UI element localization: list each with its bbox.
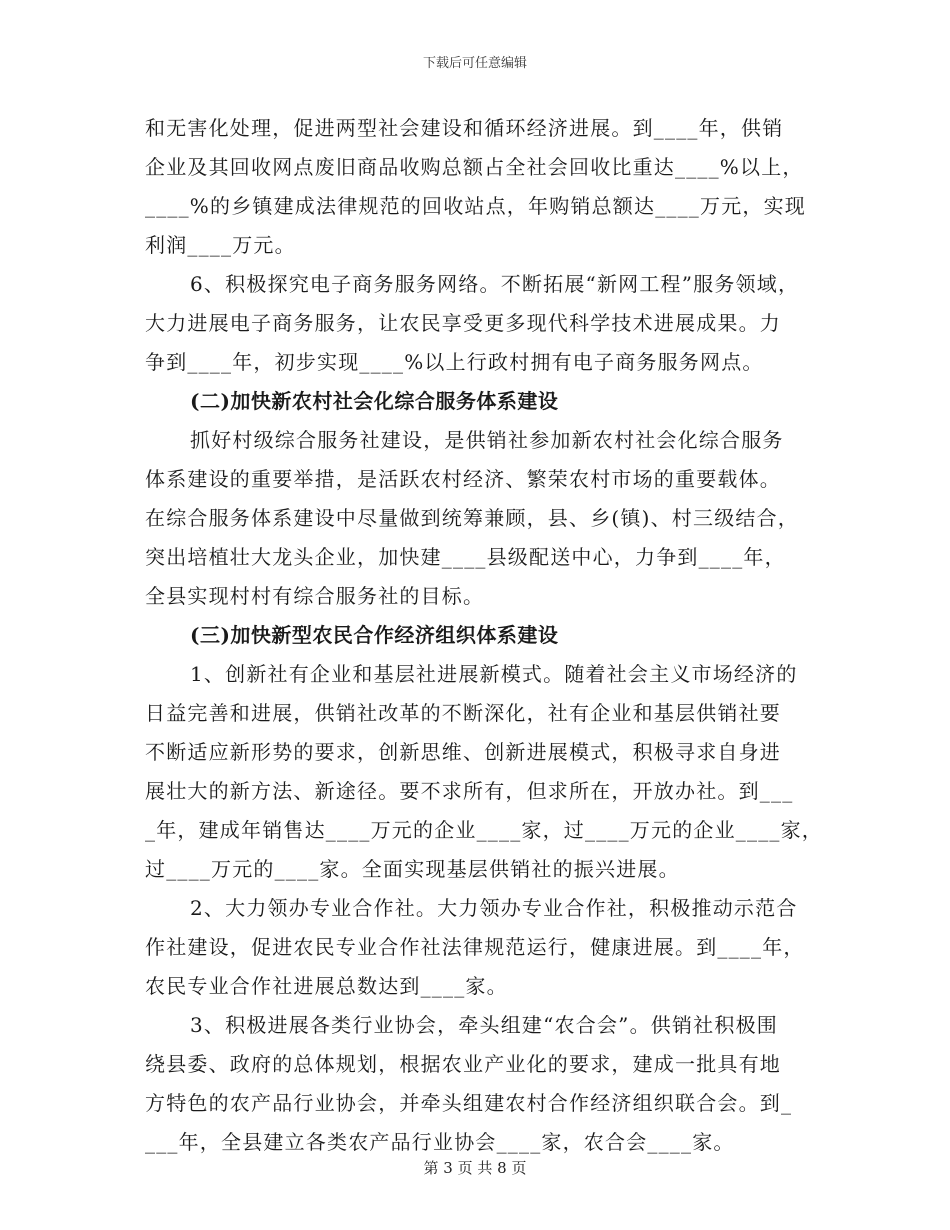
body-line: 方特色的农产品行业协会，并牵头组建农村合作经济组织联合会。到_ [145,1091,793,1115]
section-heading: (二)加快新农村社会化综合服务体系建设 [190,389,559,413]
body-line: 展壮大的新方法、新途径。要不求所有，但求所在，开放办社。到___ [145,779,794,803]
body-line: ___年，全县建立各类农产品行业协会____家，农合会____家。 [145,1130,735,1154]
section-heading: (三)加快新型农民合作经济组织体系建设 [190,623,559,647]
body-line: 争到____年，初步实现____%以上行政村拥有电子商务服务网点。 [145,350,764,374]
body-line: 利润____万元。 [145,233,296,257]
body-line: 作社建设，促进农民专业合作社法律规范运行，健康进展。到____年， [145,935,805,959]
body-line: 不断适应新形势的要求，创新思维、创新进展模式，积极寻求自身进 [145,740,781,764]
body-line: 过____万元的____家。全面实现基层供销社的振兴进展。 [145,857,680,881]
body-line: 和无害化处理，促进两型社会建设和循环经济进展。到____年，供销 [145,116,784,140]
body-line: _年，建成年销售达____万元的企业____家，过____万元的企业____家， [145,818,823,842]
body-line: ____%的乡镇建成法律规范的回收站点，年购销总额达____万元，实现 [145,194,807,218]
page-header: 下载后可任意编辑 [422,56,527,71]
body-line: 1、创新社有企业和基层社进展新模式。随着社会主义市场经济的 [190,662,798,686]
body-line: 2、大力领办专业合作社。大力领办专业合作社，积极推动示范合 [190,896,798,920]
body-line: 突出培植壮大龙头企业，加快建____县级配送中心，力争到____年， [145,545,786,569]
body-line: 抓好村级综合服务社建设，是供销社参加新农村社会化综合服务 [190,428,784,452]
body-line: 农民专业合作社进展总数达到____家。 [145,974,508,998]
body-line: 在综合服务体系建设中尽量做到统筹兼顾，县、乡(镇)、村三级结合， [145,506,800,530]
page-number-footer: 第 3 页 共 8 页 [423,1159,527,1177]
body-line: 6、积极探究电子商务服务网络。不断拓展“新网工程”服务领域， [190,272,800,296]
body-line: 企业及其回收网点废旧商品收购总额占全社会回收比重达____%以上， [145,155,804,179]
body-line: 绕县委、政府的总体规划，根据农业产业化的要求，建成一批具有地 [145,1052,781,1076]
body-line: 大力进展电子商务服务，让农民享受更多现代科学技术进展成果。力 [145,311,781,335]
body-line: 体系建设的重要举措，是活跃农村经济、繁荣农村市场的重要载体。 [145,467,781,491]
body-line: 3、积极进展各类行业协会，牵头组建“农合会”。供销社积极围 [190,1013,778,1037]
body-line: 日益完善和进展，供销社改革的不断深化，社有企业和基层供销社要 [145,701,781,725]
body-line: 全县实现村村有综合服务社的目标。 [145,584,485,608]
